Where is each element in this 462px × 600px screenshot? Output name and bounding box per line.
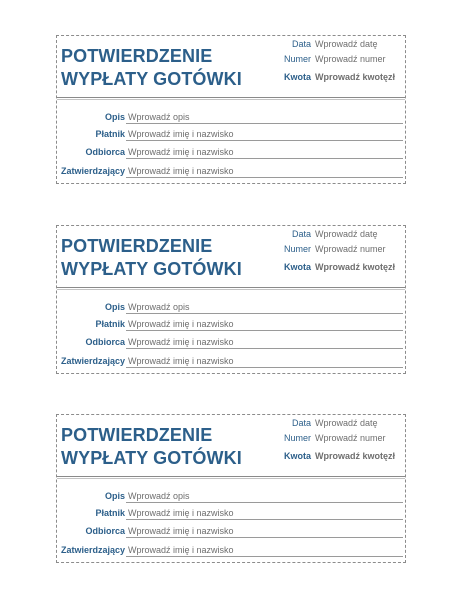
description-label: Opis (104, 112, 125, 122)
approver-field[interactable]: Wprowadź imię i nazwisko (128, 356, 234, 366)
receipt-title-line2: WYPŁATY GOTÓWKI (61, 69, 242, 89)
date-label: Data (291, 418, 311, 428)
header-divider (57, 476, 405, 479)
number-row (257, 53, 405, 65)
recipient-field[interactable]: Wprowadź imię i nazwisko (128, 526, 234, 536)
amount-row (257, 71, 405, 83)
description-row (57, 490, 405, 502)
date-label: Data (291, 39, 311, 49)
description-underline (126, 123, 403, 124)
recipient-underline (126, 158, 403, 159)
description-label: Opis (104, 491, 125, 501)
approver-label: Zatwierdzający (60, 356, 125, 366)
amount-row (257, 450, 405, 462)
recipient-field[interactable]: Wprowadź imię i nazwisko (128, 337, 234, 347)
number-label: Numer (283, 244, 311, 254)
amount-row (257, 261, 405, 273)
cash-receipt-2 (56, 225, 406, 374)
amount-field[interactable]: Wprowadź kwotęzł (315, 72, 396, 82)
amount-field[interactable]: Wprowadź kwotęzł (315, 262, 396, 272)
receipt-title-line1: POTWIERDZENIE (61, 46, 213, 66)
payer-label: Płatnik (95, 508, 125, 518)
recipient-label: Odbiorca (85, 337, 125, 347)
date-row (257, 417, 405, 429)
number-field[interactable]: Wprowadź numer (315, 433, 386, 443)
date-row (257, 38, 405, 50)
recipient-row (57, 525, 405, 537)
receipt-title (61, 235, 242, 281)
date-label: Data (291, 229, 311, 239)
description-row (57, 111, 405, 123)
description-row (57, 301, 405, 313)
date-row (257, 228, 405, 240)
approver-label: Zatwierdzający (60, 166, 125, 176)
recipient-label: Odbiorca (85, 147, 125, 157)
payer-row (57, 318, 405, 330)
header-divider (57, 287, 405, 290)
receipt-title-line1: POTWIERDZENIE (61, 425, 213, 445)
number-row (257, 243, 405, 255)
payer-row (57, 128, 405, 140)
date-field[interactable]: Wprowadź datę (315, 229, 378, 239)
recipient-underline (126, 537, 403, 538)
receipt-title-line2: WYPŁATY GOTÓWKI (61, 259, 242, 279)
payer-field[interactable]: Wprowadź imię i nazwisko (128, 508, 234, 518)
number-field[interactable]: Wprowadź numer (315, 244, 386, 254)
description-underline (126, 313, 403, 314)
approver-row (57, 544, 405, 556)
payer-field[interactable]: Wprowadź imię i nazwisko (128, 129, 234, 139)
number-row (257, 432, 405, 444)
number-label: Numer (283, 54, 311, 64)
header-divider (57, 97, 405, 100)
approver-field[interactable]: Wprowadź imię i nazwisko (128, 166, 234, 176)
payer-underline (126, 330, 403, 331)
amount-label: Kwota (284, 262, 311, 272)
description-field[interactable]: Wprowadź opis (128, 491, 190, 501)
recipient-row (57, 146, 405, 158)
approver-underline (126, 367, 403, 368)
receipt-title-line1: POTWIERDZENIE (61, 236, 213, 256)
recipient-row (57, 336, 405, 348)
cash-receipt-1 (56, 35, 406, 184)
description-field[interactable]: Wprowadź opis (128, 302, 190, 312)
payer-field[interactable]: Wprowadź imię i nazwisko (128, 319, 234, 329)
cash-receipt-3 (56, 414, 406, 563)
amount-label: Kwota (284, 451, 311, 461)
approver-row (57, 165, 405, 177)
approver-underline (126, 556, 403, 557)
payer-underline (126, 140, 403, 141)
number-field[interactable]: Wprowadź numer (315, 54, 386, 64)
number-label: Numer (283, 433, 311, 443)
recipient-field[interactable]: Wprowadź imię i nazwisko (128, 147, 234, 157)
description-underline (126, 502, 403, 503)
payer-underline (126, 519, 403, 520)
date-field[interactable]: Wprowadź datę (315, 39, 378, 49)
description-label: Opis (104, 302, 125, 312)
payer-label: Płatnik (95, 319, 125, 329)
payer-row (57, 507, 405, 519)
approver-underline (126, 177, 403, 178)
approver-row (57, 355, 405, 367)
receipt-title (61, 45, 242, 91)
recipient-underline (126, 348, 403, 349)
receipt-title (61, 424, 242, 470)
amount-field[interactable]: Wprowadź kwotęzł (315, 451, 396, 461)
approver-label: Zatwierdzający (60, 545, 125, 555)
description-field[interactable]: Wprowadź opis (128, 112, 190, 122)
approver-field[interactable]: Wprowadź imię i nazwisko (128, 545, 234, 555)
amount-label: Kwota (284, 72, 311, 82)
receipt-title-line2: WYPŁATY GOTÓWKI (61, 448, 242, 468)
date-field[interactable]: Wprowadź datę (315, 418, 378, 428)
payer-label: Płatnik (95, 129, 125, 139)
recipient-label: Odbiorca (85, 526, 125, 536)
